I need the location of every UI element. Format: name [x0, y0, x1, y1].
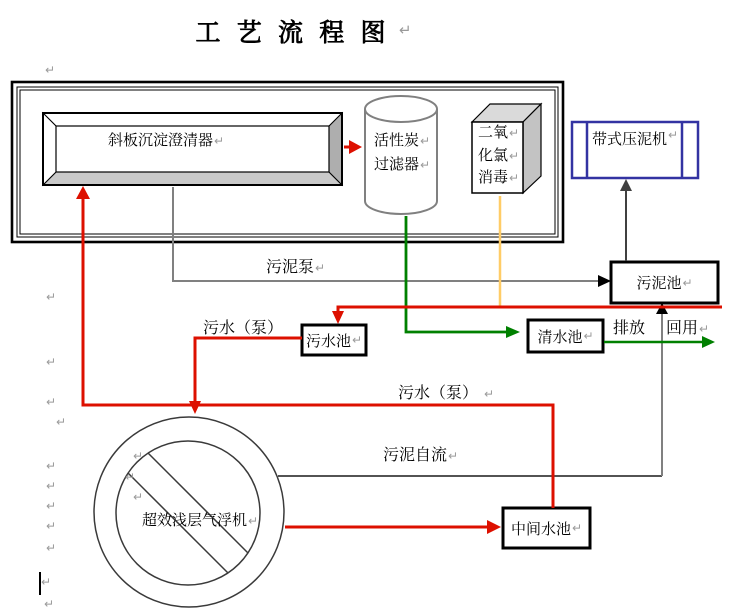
page-title: 工 艺 流 程 图: [195, 20, 391, 47]
sewage-pump-line-upper: [189, 338, 302, 414]
sewage-pump-lower-label: 污水（泵） ↵: [398, 385, 495, 402]
sludge-to-press-line: [620, 179, 632, 261]
sewage-pump-upper-label: 污水（泵）: [203, 320, 284, 337]
paragraph-mark: ↵: [133, 449, 144, 463]
discharge-label: 排放: [613, 320, 646, 337]
paragraph-mark: ↵: [46, 355, 57, 369]
text-cursor: [39, 572, 41, 595]
paragraph-mark: ↵: [133, 490, 144, 504]
clarifier-label: 斜板沉淀澄清器↵: [108, 133, 225, 149]
paragraph-mark: ↵: [399, 21, 412, 39]
paragraph-mark: ↵: [45, 63, 56, 77]
paragraph-mark: ↵: [46, 290, 57, 304]
sludge-pump-label: 污泥泵↵: [266, 259, 326, 276]
paragraph-mark: ↵: [46, 479, 57, 493]
flotation-outlet-line: [285, 520, 501, 534]
clarifier-to-filter-arrow: [344, 140, 362, 154]
middle-pool-label: 中间水池 ↵: [510, 521, 583, 538]
paragraph-mark: ↵: [56, 415, 67, 429]
carbon-filter-label-line2: 过滤器↵: [374, 157, 431, 173]
flotation-label: 超效浅层气浮机↵: [142, 513, 259, 529]
carbon-filter-label-line1: 活性炭↵: [374, 133, 431, 149]
reuse-label: 回用↵: [666, 320, 710, 337]
paragraph-mark: ↵: [41, 575, 52, 589]
clean-pool-label: 清水池 ↵: [537, 329, 594, 346]
paragraph-mark: ↵: [46, 395, 57, 409]
paragraph-mark: ↵: [46, 499, 57, 513]
disinfection-label-line3: 消毒↵: [478, 170, 520, 186]
sludge-pool-label: 污泥池 ↵: [636, 275, 693, 292]
disinfection-label-line1: 二氧↵: [478, 125, 520, 141]
paragraph-mark: ↵: [125, 470, 136, 484]
paragraph-mark: ↵: [44, 597, 55, 608]
carbon-filter-cylinder[interactable]: [365, 96, 437, 214]
sewage-pool-label: 污水池 ↵: [305, 333, 363, 350]
sludge-gravity-label: 污泥自流↵: [383, 447, 459, 464]
paragraph-mark: ↵: [46, 459, 57, 473]
belt-press-label: 带式压泥机 ↵: [591, 128, 679, 148]
disinfection-label-line2: 化氯↵: [478, 148, 520, 164]
paragraph-mark: ↵: [46, 519, 57, 533]
paragraph-mark: ↵: [46, 541, 57, 555]
